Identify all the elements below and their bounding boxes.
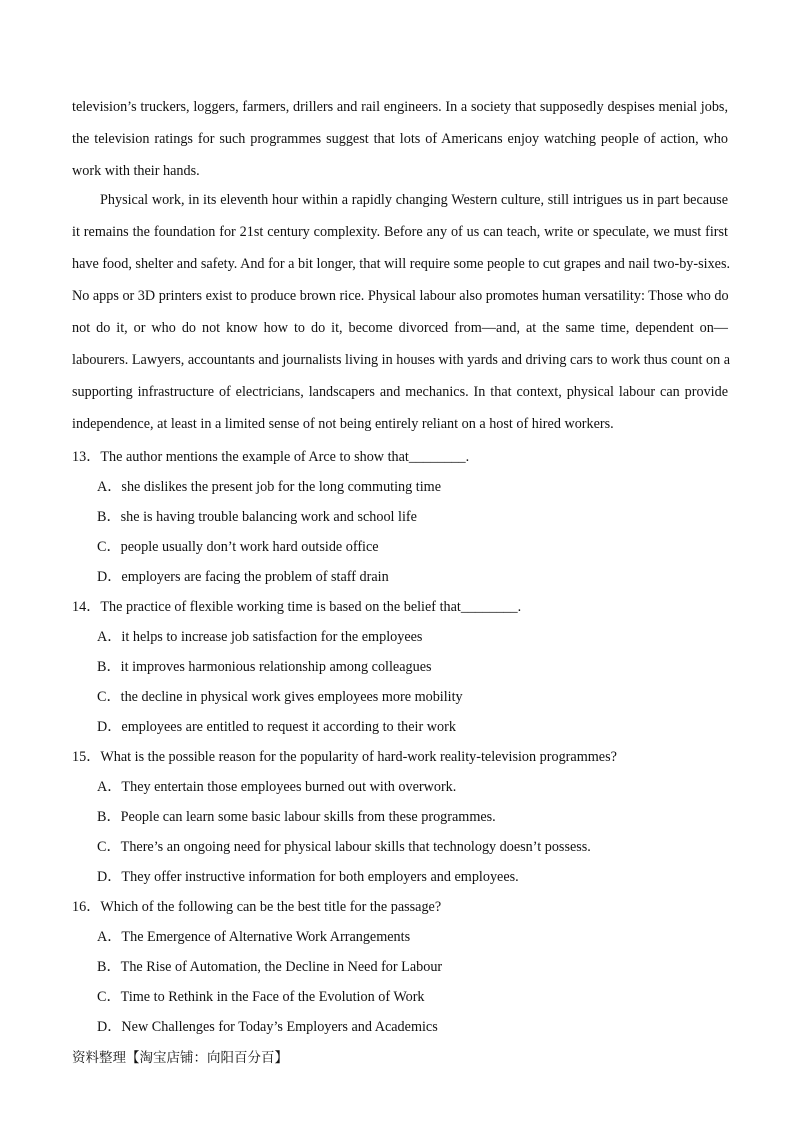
passage-line: have food, shelter and safety. And for a bit longer, that will require some people to cut grapes and nail two-by-sixes. — [72, 256, 731, 272]
passage-line: No apps or 3D printers exist to produce brown rice. Physical labour also promotes human versatility: Those who do — [72, 288, 729, 304]
question-16-option-b: B．The Rise of Automation, the Decline in Need for Labour — [97, 959, 443, 975]
question-14-option-a: A．it helps to increase job satisfaction for the employees — [97, 629, 423, 645]
passage-line: labourers. Lawyers, accountants and journalists living in houses with yards and driving cars to work thus count on a — [72, 352, 731, 368]
question-15-option-c: C．There’s an ongoing need for physical labour skills that technology doesn’t possess. — [97, 839, 591, 855]
question-14-option-d: D．employees are entitled to request it according to their work — [97, 719, 456, 735]
question-15-stem: 15．What is the possible reason for the popularity of hard-work reality-television programmes? — [72, 749, 617, 765]
question-15-option-d: D．They offer instructive information for both employers and employees. — [97, 869, 519, 885]
question-15-option-a: A．They entertain those employees burned out with overwork. — [97, 779, 457, 795]
passage-line: television’s truckers, loggers, farmers, drillers and rail engineers. In a society that supposedly despises menial jobs, — [72, 99, 728, 115]
question-16-option-a: A．The Emergence of Alternative Work Arrangements — [97, 929, 411, 945]
question-13-option-a: A．she dislikes the present job for the long commuting time — [97, 479, 441, 495]
question-13-option-d: D．employers are facing the problem of staff drain — [97, 569, 389, 585]
passage-line: independence, at least in a limited sense of not being entirely reliant on a host of hired workers. — [72, 416, 614, 432]
passage-line: supporting infrastructure of electricians, landscapers and mechanics. In that context, physical labour can provide — [72, 384, 728, 400]
passage-line: it remains the foundation for 21st century complexity. Before any of us can teach, write or speculate, we must first — [72, 224, 728, 240]
question-13-option-c: C．people usually don’t work hard outside office — [97, 539, 379, 555]
question-14-stem: 14．The practice of flexible working time is based on the belief that________. — [72, 599, 522, 615]
page-footer: 资料整理【淘宝店铺：向阳百分百】 — [72, 1050, 288, 1066]
passage-paragraph-1 — [72, 91, 728, 187]
passage-line: Physical work, in its eleventh hour within a rapidly changing Western culture, still intrigues us in part because — [100, 192, 728, 208]
passage-line: the television ratings for such programmes suggest that lots of Americans enjoy watching people of action, who — [72, 131, 728, 147]
question-14-option-b: B．it improves harmonious relationship among colleagues — [97, 659, 432, 675]
question-15-option-b: B．People can learn some basic labour skills from these programmes. — [97, 809, 496, 825]
question-16-option-c: C．Time to Rethink in the Face of the Evolution of Work — [97, 989, 425, 1005]
passage-line: not do it, or who do not know how to do it, become divorced from—and, at the same time, dependent on— — [72, 320, 728, 336]
question-13-option-b: B．she is having trouble balancing work and school life — [97, 509, 417, 525]
question-13-stem: 13．The author mentions the example of Arce to show that________. — [72, 449, 470, 465]
passage-paragraph-2 — [72, 184, 731, 440]
passage-line: work with their hands. — [72, 163, 200, 179]
question-14-option-c: C．the decline in physical work gives employees more mobility — [97, 689, 463, 705]
question-16-option-d: D．New Challenges for Today’s Employers and Academics — [97, 1019, 438, 1035]
question-16-stem: 16．Which of the following can be the best title for the passage? — [72, 899, 442, 915]
